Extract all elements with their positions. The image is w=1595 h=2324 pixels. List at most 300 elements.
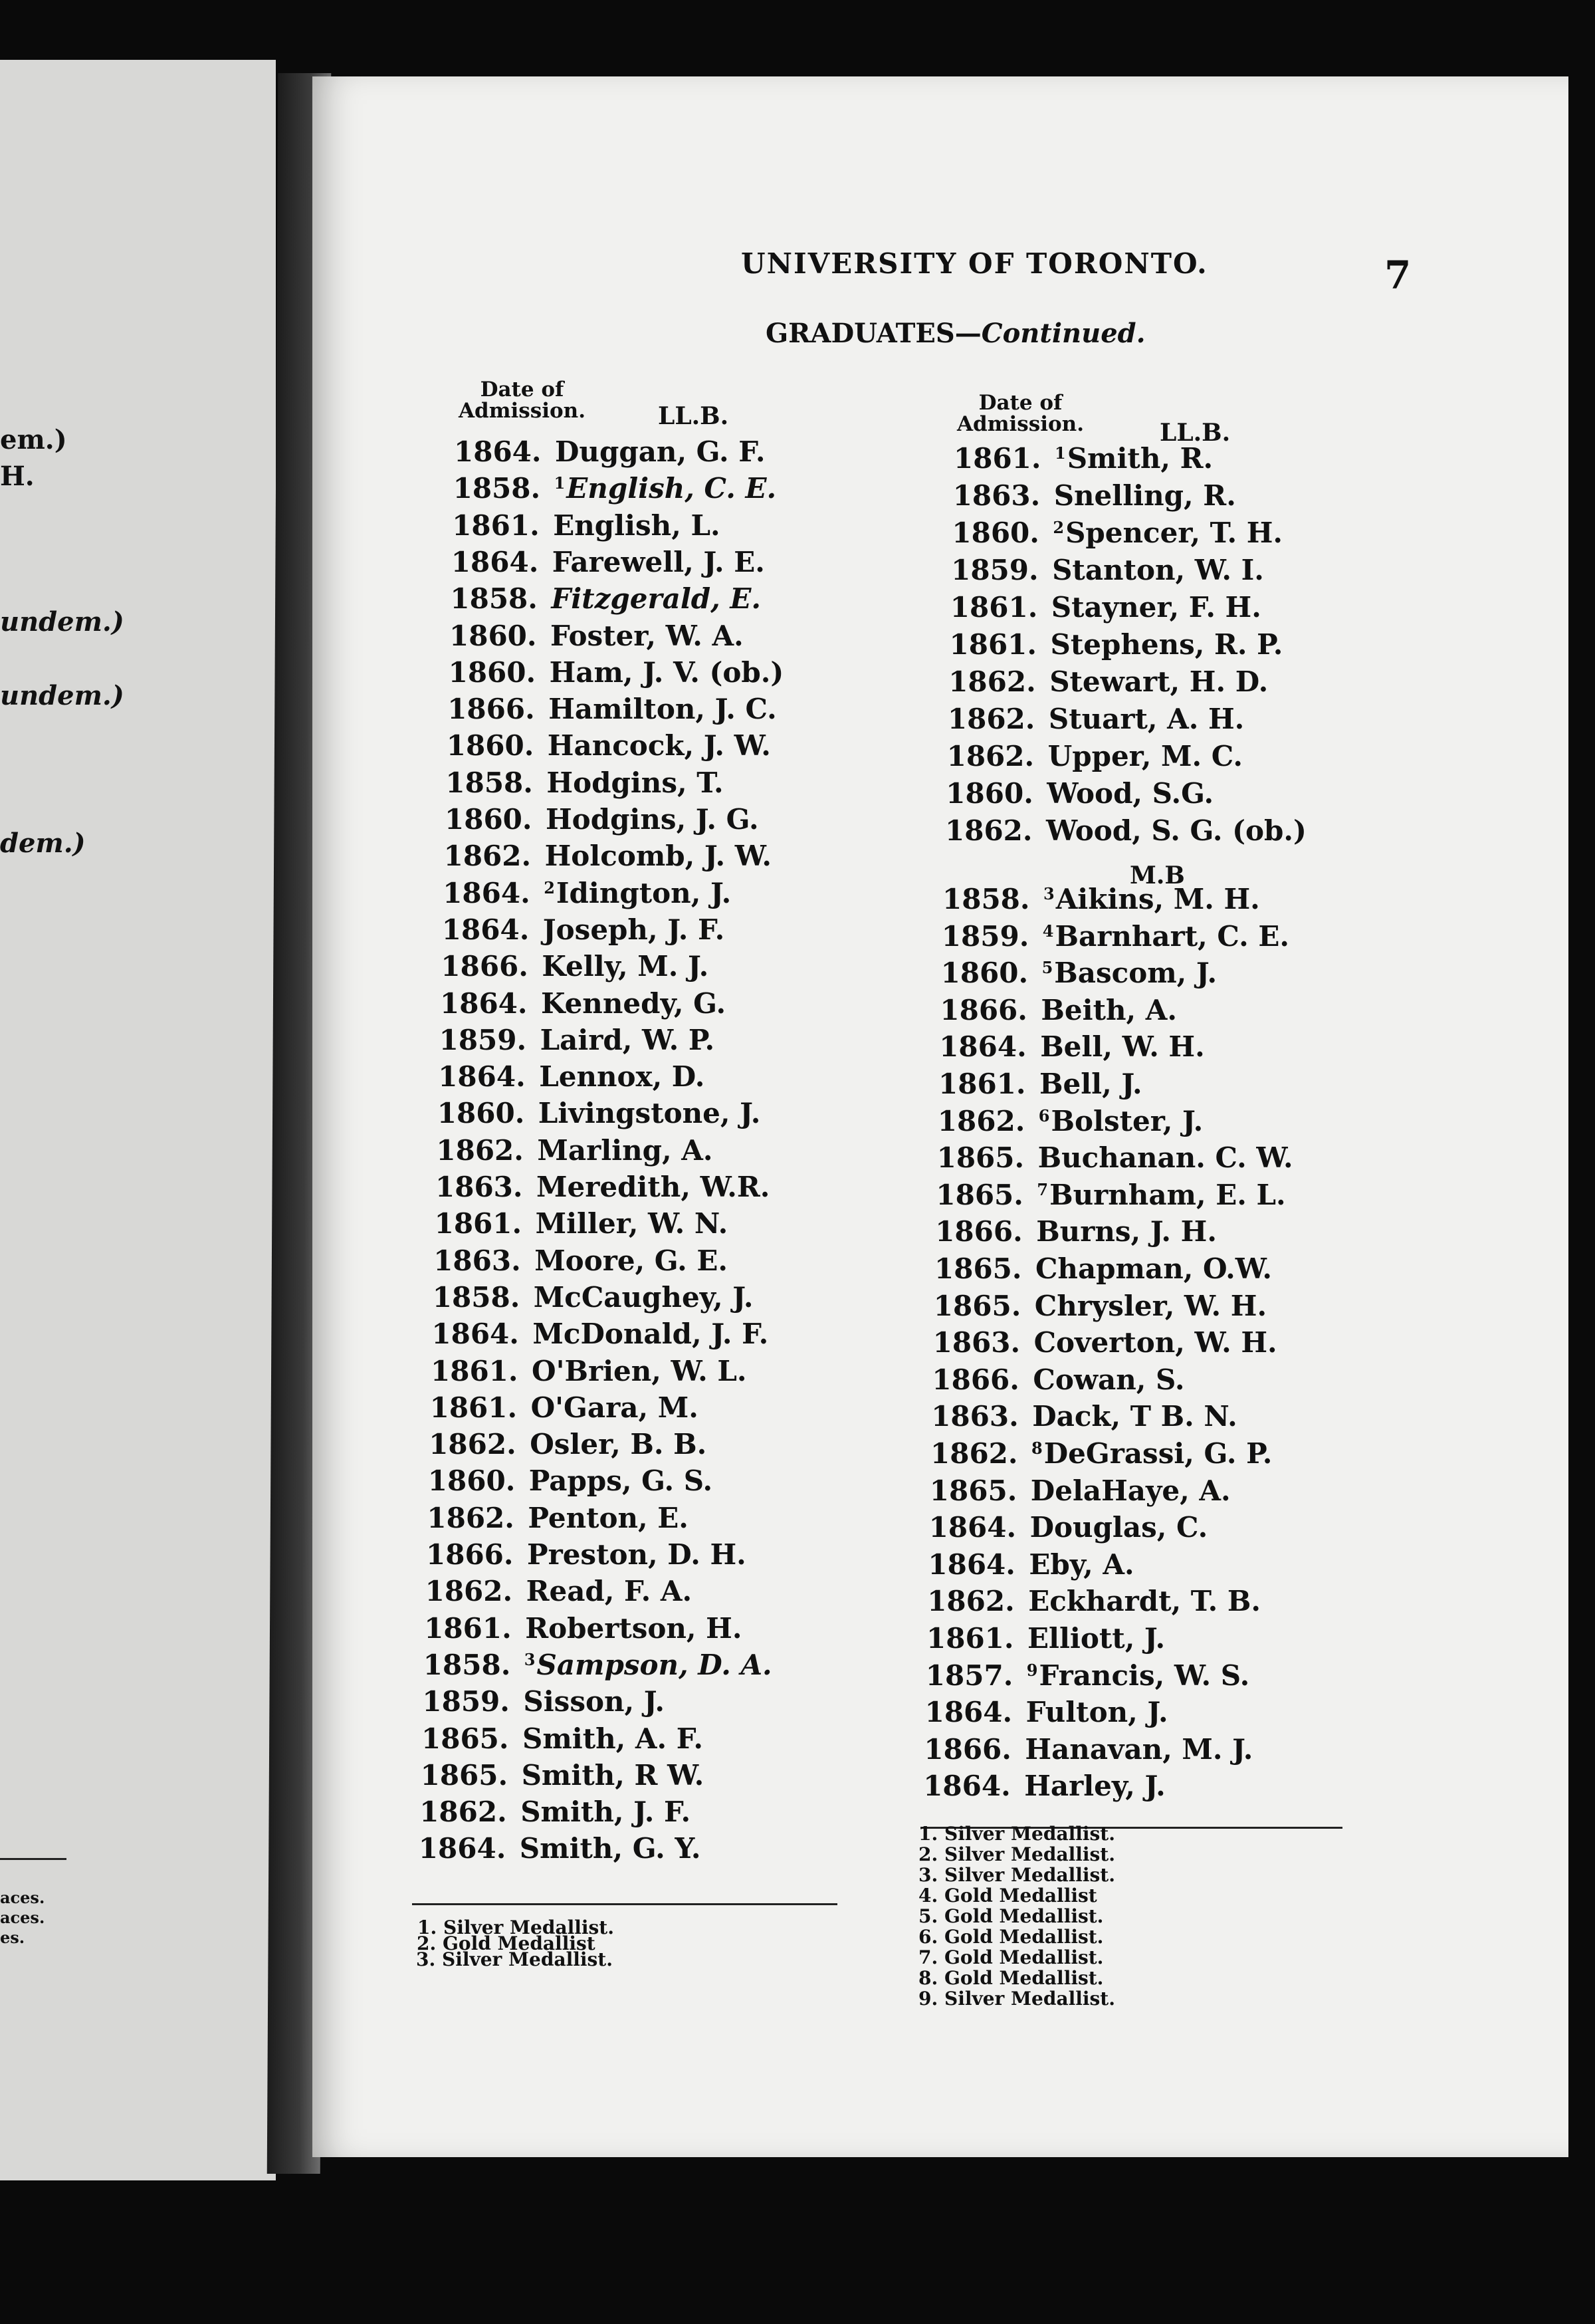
graduate-row [433,1244,728,1277]
graduate-name-text: Farewell, J. E. [552,545,765,578]
graduate-name [528,1502,689,1534]
graduate-name-text: Fulton, J. [1025,1696,1168,1729]
graduate-name [1047,777,1214,810]
left-facing-page [0,60,276,2180]
graduate-name [1027,1659,1249,1692]
left-page-fragment: em.) [0,424,67,455]
graduate-name [532,1355,747,1387]
left-date-heading: Date of Admission. [459,378,585,423]
admission-year: 1866. [441,950,528,983]
graduate-name [1026,1696,1168,1728]
graduate-row [942,883,1260,915]
graduate-row [436,1134,712,1167]
graduate-name [1041,994,1177,1026]
left-page-fragment: dem.) [0,828,86,859]
graduate-row [454,435,766,468]
graduate-row [453,472,777,505]
graduate-name-text: Papps, G. S. [528,1464,713,1498]
graduate-name [1037,1179,1285,1211]
graduate-name [1033,1363,1184,1396]
graduate-name [531,1391,698,1424]
graduate-name-text: Barnhart, C. E. [1055,919,1289,953]
graduate-row [445,803,759,836]
left-page-rule [0,1858,66,1860]
graduate-name-text: Idington, J. [556,876,732,909]
graduate-row [941,957,1218,989]
graduate-name-text: Wood, S. G. (ob.) [1046,814,1307,847]
graduate-name-text: Smith, A. F. [522,1722,703,1755]
graduate-row [437,1097,761,1129]
graduate-row [452,509,720,542]
graduate-name-text: Meredith, W.R. [536,1171,770,1203]
admission-year: 1862. [948,665,1036,698]
admission-year: 1864. [438,1060,526,1094]
graduate-name-text: Duggan, G. F. [555,435,766,468]
graduate-name-text: Harley, J. [1024,1770,1166,1803]
graduate-name-text: Kelly, M. J. [542,950,709,983]
graduate-name [550,656,784,689]
mb-degree-heading: M.B [1130,862,1185,889]
admission-year: 1862. [930,1437,1018,1470]
footnote: 8. Gold Medallist. [918,1967,1104,1989]
admission-year: 1864. [451,545,539,578]
graduate-name [1031,1474,1231,1507]
admission-year: 1864. [939,1030,1027,1064]
admission-year: 1861. [938,1068,1026,1100]
graduate-name-text: Buchanan. C. W. [1037,1141,1293,1175]
footnote: 1. Silver Medallist. [918,1823,1115,1845]
graduate-name-text: Elliott, J. [1027,1622,1166,1655]
graduate-row [431,1355,747,1387]
admission-year: 1860. [446,729,534,762]
graduate-name-text: McDonald, J. F. [532,1318,769,1351]
left-degree-heading: LL.B. [658,402,729,430]
graduate-name [536,1207,728,1240]
graduate-name [522,1759,704,1792]
graduate-name-text: Coverton, W. H. [1033,1326,1277,1359]
graduate-row [929,1511,1208,1544]
graduate-name [541,987,726,1020]
graduate-name [553,509,720,542]
graduate-row [449,620,744,652]
graduate-row [954,442,1213,475]
graduate-name-text: Hamilton, J. C. [548,693,777,726]
graduate-name [536,1171,770,1203]
admission-year: 1866. [924,1732,1011,1766]
graduate-row [940,994,1177,1026]
footnote-marker: 8 [1031,1439,1043,1458]
footnote: 7. Gold Medallist. [918,1946,1104,1968]
admission-year: 1860. [952,517,1039,549]
graduate-name-text: Bascom, J. [1054,957,1218,990]
graduate-row [953,479,1236,512]
footnote: 1. Silver Medallist. [417,1917,614,1938]
graduate-row [952,517,1283,549]
admission-year: 1865. [936,1178,1023,1211]
graduate-name-text: Stephens, R. P. [1050,628,1283,661]
admission-year: 1861. [429,1391,518,1424]
graduate-name-text: Spencer, T. H. [1065,517,1283,549]
graduate-row [926,1659,1249,1692]
admission-year: 1861. [950,591,1038,624]
admission-year: 1864. [443,876,530,909]
graduate-name [534,1244,728,1277]
graduate-name-text: Penton, E. [528,1501,689,1534]
graduate-name-text: Lennox, D. [539,1060,705,1094]
footnote: 4. Gold Medallist [918,1885,1097,1907]
graduate-row [945,814,1307,847]
admission-year: 1864. [928,1548,1015,1581]
graduate-name-text: O'Gara, M. [530,1391,698,1424]
graduate-name [520,1796,691,1828]
admission-year: 1861. [452,509,540,542]
graduate-name-text: Chapman, O.W. [1035,1252,1272,1285]
admission-year: 1862. [443,840,532,873]
graduate-name [544,877,731,909]
page-number: 7 [1384,253,1412,298]
graduate-name [1049,703,1244,735]
graduate-name [1025,1733,1253,1766]
admission-year: 1863. [931,1400,1019,1433]
graduate-row [435,1207,728,1240]
graduate-name [522,1722,703,1755]
graduate-row [422,1685,665,1718]
graduate-name [546,803,759,836]
admission-year: 1859. [439,1023,527,1056]
footnote: 6. Gold Medallist. [918,1926,1104,1948]
graduate-name [545,840,772,872]
graduate-name-text: Foster, W. A. [550,619,744,652]
footnote: 3. Silver Medallist. [918,1864,1115,1886]
graduate-row [429,1428,706,1460]
graduate-name [1038,1141,1293,1174]
graduate-name-text: Sampson, D. A. [536,1648,772,1681]
graduate-row [438,1060,704,1093]
graduate-row [935,1215,1217,1248]
admission-year: 1863. [952,479,1041,512]
graduate-name [1048,740,1243,772]
graduate-row [930,1437,1272,1470]
admission-year: 1866. [940,993,1027,1026]
graduate-name [1036,1215,1217,1248]
graduate-name [525,1612,742,1645]
graduate-name [1030,1511,1208,1544]
graduate-row [435,1171,770,1203]
admission-year: 1864. [928,1511,1017,1544]
admission-year: 1860. [946,777,1033,810]
footnote-marker: 1 [554,473,566,493]
graduate-name-text: Osler, B. B. [530,1428,707,1461]
graduate-row [951,554,1264,586]
graduate-name [1049,665,1268,698]
graduate-name [1034,1326,1277,1359]
graduate-row [932,1363,1184,1396]
graduate-row [450,582,761,615]
graduate-name [1039,1068,1142,1100]
footnote-marker: 2 [544,877,555,897]
graduate-name [542,950,708,983]
footnote: 3. Silver Medallist. [416,1948,613,1970]
graduate-row [933,1326,1277,1359]
admission-year: 1858. [453,472,541,505]
page-header-title: UNIVERSITY OF TORONTO. [741,247,1208,280]
graduate-row [439,1024,715,1056]
graduate-name [548,693,777,725]
graduate-name-text: Burnham, E. L. [1049,1178,1286,1211]
graduate-name-text: Smith, G. Y. [519,1832,701,1865]
graduate-row [928,1548,1134,1581]
graduate-row [930,1474,1231,1507]
graduate-row [445,766,723,799]
graduate-row [937,1141,1293,1174]
admission-year: 1866. [935,1215,1023,1248]
admission-year: 1863. [433,1244,521,1277]
admission-year: 1864. [923,1770,1011,1803]
graduate-name-text: Bell, W. H. [1040,1030,1205,1064]
graduate-name-text: Wood, S.G. [1047,777,1214,810]
admission-year: 1865. [933,1289,1021,1322]
left-page-fragment: undem.) [0,606,124,638]
graduate-name-text: Hodgins, T. [546,766,724,799]
graduate-row [419,1796,691,1828]
admission-year: 1865. [936,1141,1025,1175]
graduate-name-text: Stuart, A. H. [1048,703,1245,735]
graduate-row [447,729,771,762]
graduate-name-text: Moore, G. E. [534,1244,728,1277]
graduate-name-text: Stayner, F. H. [1051,591,1261,624]
admission-year: 1864. [431,1318,519,1351]
graduate-row [948,665,1268,698]
graduate-row [925,1696,1168,1728]
graduate-name-text: Smith, R W. [521,1758,704,1792]
graduate-row [934,1252,1272,1285]
graduate-name [550,620,744,652]
graduate-name-text: Eckhardt, T. B. [1028,1585,1261,1618]
admission-year: 1858. [450,582,538,616]
graduate-row [451,546,765,578]
graduate-name-text: Miller, W. N. [535,1207,728,1240]
footnote-marker: 9 [1026,1660,1038,1680]
left-page-fragment: undem.) [0,680,124,711]
admission-year: 1863. [932,1326,1021,1359]
graduate-name [548,729,771,762]
graduate-row [447,693,777,725]
graduate-row [938,1105,1204,1137]
graduate-name [554,472,777,505]
right-degree-heading: LL.B. [1160,419,1231,447]
graduate-name-text: English, L. [553,509,720,542]
admission-year: 1863. [435,1171,523,1203]
admission-year: 1866. [447,693,535,726]
footnote-marker: 2 [1053,518,1065,537]
graduate-name-text: Upper, M. C. [1047,740,1243,772]
left-page-footer-fragment: es. [0,1928,25,1947]
graduate-name [555,435,766,468]
left-page-footer-fragment: aces. [0,1888,45,1907]
graduate-row [946,777,1214,810]
admission-year: 1864. [441,913,530,946]
footnote: 9. Silver Medallist. [918,1988,1115,2010]
graduate-row [936,1179,1285,1211]
footnote: 2. Silver Medallist. [918,1843,1115,1865]
graduate-name [526,1575,692,1607]
admission-year: 1861. [434,1207,522,1240]
graduate-name [1055,442,1213,475]
admission-year: 1864. [440,987,528,1020]
graduate-name [1027,1622,1165,1655]
graduate-name [1035,1252,1272,1285]
admission-year: 1858. [432,1280,520,1314]
graduate-name-text: Fitzgerald, E. [551,582,762,616]
graduate-name [524,1649,772,1681]
graduate-row [934,1290,1267,1322]
graduate-name-text: Laird, W. P. [540,1023,715,1056]
graduate-name-text: Eby, A. [1029,1548,1134,1581]
graduate-row [924,1733,1253,1766]
admission-year: 1860. [427,1464,516,1498]
graduate-name-text: Kennedy, G. [541,987,726,1020]
graduate-name-text: Bell, J. [1039,1068,1142,1100]
admission-year: 1859. [422,1685,510,1718]
footnote-marker: 6 [1038,1105,1050,1125]
admission-year: 1862. [946,740,1035,772]
graduate-name [1051,628,1283,661]
graduate-name [1052,554,1264,586]
graduate-row [931,1400,1237,1433]
graduate-row [423,1649,772,1681]
graduate-name-text: Beith, A. [1041,993,1177,1026]
graduate-name-text: Cowan, S. [1033,1363,1185,1396]
admission-year: 1864. [924,1696,1013,1729]
graduate-row [442,913,724,946]
admission-year: 1865. [421,1722,509,1755]
admission-year: 1860. [437,1097,525,1130]
admission-year: 1861. [431,1354,518,1387]
graduate-name [1042,957,1218,989]
graduate-row [938,1068,1142,1100]
graduate-name [534,1281,754,1314]
graduate-row [444,840,772,872]
graduate-name [552,546,765,578]
graduate-row [950,591,1261,624]
graduate-row [441,950,708,983]
admission-year: 1862. [427,1501,514,1534]
footnote-marker: 1 [1055,443,1066,463]
admission-year: 1861. [949,628,1037,661]
right-date-heading: Date of Admission. [957,391,1084,436]
graduate-name [1024,1770,1166,1802]
graduate-row [950,628,1283,661]
footnote-marker: 5 [1041,958,1053,978]
graduate-name-text: Chrysler, W. H. [1034,1289,1267,1322]
admission-year: 1862. [945,814,1033,847]
graduate-name-text: Robertson, H. [525,1611,742,1645]
admission-year: 1858. [942,883,1030,915]
footnote-marker: 4 [1042,921,1054,941]
graduate-row [430,1391,698,1424]
graduate-name-text: Hodgins, J. G. [546,803,759,836]
admission-year: 1865. [929,1474,1017,1507]
graduate-name-text: Stanton, W. I. [1052,554,1264,586]
left-footnote-rule [412,1903,837,1905]
graduate-name [1039,1105,1204,1137]
footnote: 2. Gold Medallist [417,1932,595,1954]
graduate-name-text: Francis, W. S. [1039,1659,1250,1692]
admission-year: 1861. [926,1622,1014,1655]
admission-year: 1865. [934,1252,1022,1285]
graduate-row [424,1612,742,1645]
graduate-row [443,877,731,909]
graduate-name [546,766,723,799]
admission-year: 1860. [445,803,532,836]
admission-year: 1862. [927,1585,1015,1618]
admission-year: 1859. [941,919,1029,953]
graduate-name-text: Dack, T B. N. [1032,1400,1237,1433]
admission-year: 1866. [426,1538,514,1571]
graduate-row [419,1832,701,1865]
graduate-name-text: Sisson, J. [523,1685,665,1718]
graduate-name-text: DelaHaye, A. [1030,1474,1231,1507]
admission-year: 1864. [454,435,542,468]
graduate-name [1028,1585,1261,1617]
graduate-name-text: Preston, D. H. [527,1538,746,1571]
graduate-name-text: Holcomb, J. W. [544,840,772,873]
graduate-row [426,1538,746,1571]
footnote-marker: 3 [1043,884,1055,903]
graduate-name-text: Hanavan, M. J. [1025,1732,1253,1766]
graduate-name [1051,591,1261,624]
graduate-row [926,1622,1165,1655]
graduate-name-text: Snelling, R. [1053,479,1236,512]
graduate-name-text: Ham, J. V. (ob.) [549,655,784,689]
graduate-name [532,1318,768,1350]
graduate-name [1043,920,1289,953]
admission-year: 1860. [449,619,537,652]
admission-year: 1860. [448,655,536,689]
graduate-name-text: Burns, J. H. [1036,1215,1217,1248]
graduate-name [1046,814,1307,847]
graduate-name [551,582,761,615]
graduate-row [440,987,726,1020]
admission-year: 1862. [436,1133,524,1167]
graduate-row [948,703,1244,735]
graduate-name-text: Smith, R. [1067,442,1214,475]
graduate-name [527,1538,746,1571]
graduate-name [1031,1437,1272,1470]
graduate-name-text: Read, F. A. [526,1575,692,1608]
footnote: 5. Gold Medallist. [918,1905,1104,1927]
graduate-name [1032,1400,1237,1433]
graduate-name [523,1685,665,1718]
admission-year: 1862. [937,1104,1025,1137]
graduate-name-text: Joseph, J. F. [542,913,725,946]
admission-year: 1866. [932,1363,1019,1396]
graduate-row [942,920,1289,953]
graduate-row [431,1318,768,1350]
admission-year: 1862. [947,703,1035,735]
graduate-name-text: McCaughey, J. [533,1280,754,1314]
graduate-name-text: Livingstone, J. [538,1097,761,1130]
graduate-name [530,1428,706,1460]
graduate-name [539,1060,704,1093]
graduate-name [1029,1548,1134,1581]
admission-year: 1861. [954,442,1041,475]
admission-year: 1859. [951,554,1039,586]
graduate-row [947,740,1243,772]
graduate-row [927,1585,1261,1617]
admission-year: 1861. [424,1611,512,1645]
graduate-name-text: English, C. E. [566,472,777,505]
